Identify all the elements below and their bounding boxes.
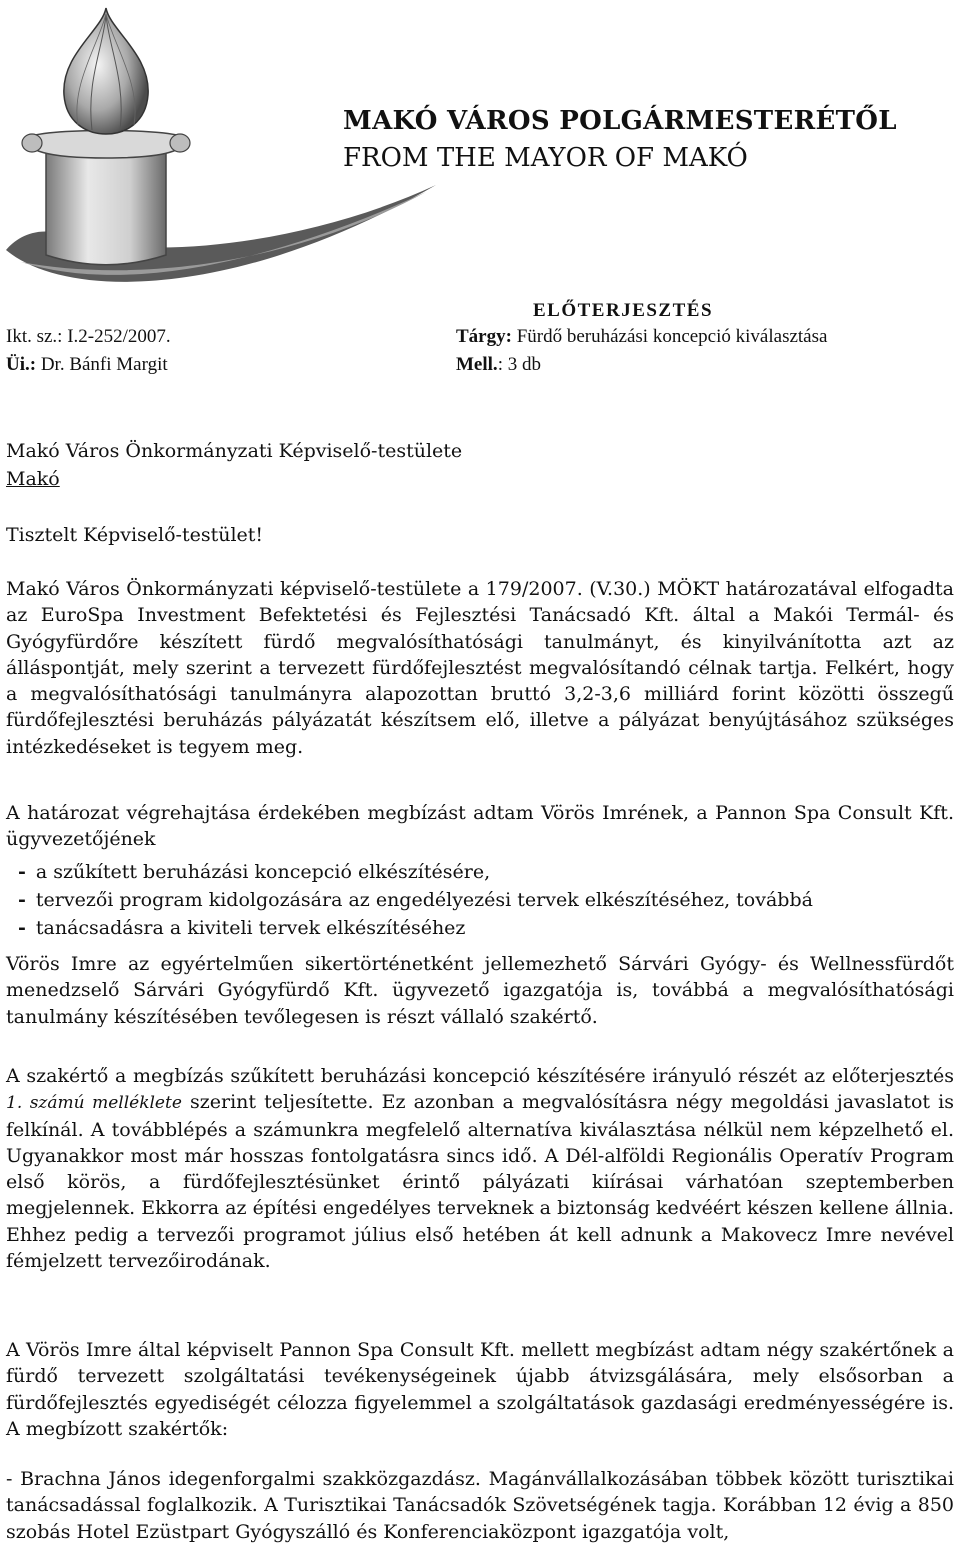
subject-label: Tárgy: xyxy=(456,326,512,347)
body-paragraph-1: Makó Város Önkormányzati képviselő-testülete a 179/2007. (V.30.) MÖKT határozatával elfogadta az EuroSpa Investment Befektetési és Fejlesztési Tanácsadó Kft. által a Makói Termál- és Gyógyfürdőre készített fürdő megvalósíthatósági tanulmányt, és kinyilvánította azt az álláspontját, mely szerint a tervezett fürdőfejlesztést megvalósítandó célnak tartja. Felkért, hogy a megvalósíthatósági tanulmányra alapozottan bruttó 3,2-3,6 milliárd forint közötti összegű fürdőfejlesztési beruházás pályázatát készítsem elő, illetve a pályázat benyújtásához szükséges intézkedéseket is tegyem meg. xyxy=(6,578,954,758)
case-handler-label: Üi.: xyxy=(6,354,37,375)
attachments-label: Mell. xyxy=(456,354,498,375)
document-type-label: ELŐTERJESZTÉS xyxy=(533,300,714,321)
subject xyxy=(456,324,827,350)
addressee-line: Makó Város Önkormányzati Képviselő-testülete xyxy=(6,440,463,462)
list-item-text: tervezői program kidolgozására az engedélyezési tervek elkészítéséhez, továbbá xyxy=(35,889,813,911)
list-item: - tanácsadásra a kiviteli tervek elkészítéséhez xyxy=(18,917,466,939)
addressee-city: Makó xyxy=(6,468,60,490)
list-item-text: a szűkített beruházási koncepció elkészítésére, xyxy=(35,861,491,883)
attachments xyxy=(456,352,541,378)
case-handler xyxy=(6,352,168,378)
attachments-value: : 3 db xyxy=(497,354,541,375)
salutation: Tisztelt Képviselő-testület! xyxy=(6,524,264,546)
paragraph-4-rest: szerint teljesítette. Ez azonban a megvalósításra négy megoldási javaslatot is felkínál. A továbblépés a számunkra megfelelő alternatíva kiválasztása nélkül nem képzelhető el. Ugyanakkor most már hosszas fontolgatásra sincs idő. A Dél-alföldi Regionális Operatív Program első körös, a fürdőfejlesztésünket érintő pályázati kiírásai várhatóan szeptemberben megjelennek. Ekkorra az építési engedélyes terveknek a biztonság kedvéért készen kellene állnia. Ehhez pedig a tervezői programot július első hetében át kell adnunk a Makovecz Imre nevével fémjelzett tervezőirodának. xyxy=(6,1091,954,1273)
list-item: - tervezői program kidolgozására az engedélyezési tervek elkészítéséhez, továbbá xyxy=(18,889,813,911)
file-number: Ikt. sz.: I.2-252/2007. xyxy=(6,326,171,347)
body-paragraph-2: A határozat végrehajtása érdekében megbízást adtam Vörös Imrének, a Pannon Spa Consult Kft. ügyvezetőjének xyxy=(6,802,954,851)
case-handler-value: Dr. Bánfi Margit xyxy=(36,354,168,375)
header-title-en: FROM THE MAYOR OF MAKÓ xyxy=(343,143,748,173)
list-item: - a szűkített beruházási koncepció elkészítésére, xyxy=(18,861,491,883)
list-item-text: tanácsadásra a kiviteli tervek elkészítéséhez xyxy=(35,917,466,939)
body-paragraph-3: Vörös Imre az egyértelműen sikertörténetként jellemezhető Sárvári Gyógy- és Wellnessfürdőt menedzselő Sárvári Gyógyfürdő Kft. ügyvezető igazgatója is, továbbá a megvalósíthatósági tanulmány készítésében tevőlegesen is részt vállaló szakértő. xyxy=(6,953,954,1028)
body-paragraph-5: A Vörös Imre által képviselt Pannon Spa Consult Kft. mellett megbízást adtam négy szakértőnek a fürdő tervezett szolgáltatási tevékenységeinek újabb átvizsgálására, mely elsősorban a fürdőfejlesztés egyediségét célozza figyelemmel a szolgáltatások gazdasági eredményességére is. A megbízott szakértők: xyxy=(6,1339,954,1440)
attachment-reference: 1. számú melléklete xyxy=(6,1093,182,1114)
body-paragraph-4 xyxy=(6,1063,954,1274)
expert-item: - Brachna János idegenforgalmi szakközgazdász. Magánvállalkozásában többek között turisztikai tanácsadással foglalkozik. A Turisztikai Tanácsadók Szövetségének tagja. Korábban 12 évig a 850 szobás Hotel Ezüstpart Gyógyszálló és Konferenciaközpont igazgatója volt, xyxy=(6,1468,954,1543)
header-title-hu: MAKÓ VÁROS POLGÁRMESTERÉTŐL xyxy=(343,106,897,136)
paragraph-4-start: A szakértő a megbízás szűkített beruházási koncepció készítésére irányuló részét az előterjesztés xyxy=(6,1065,954,1087)
subject-value: Fürdő beruházási koncepció kiválasztása xyxy=(511,326,828,347)
task-list xyxy=(6,858,954,942)
